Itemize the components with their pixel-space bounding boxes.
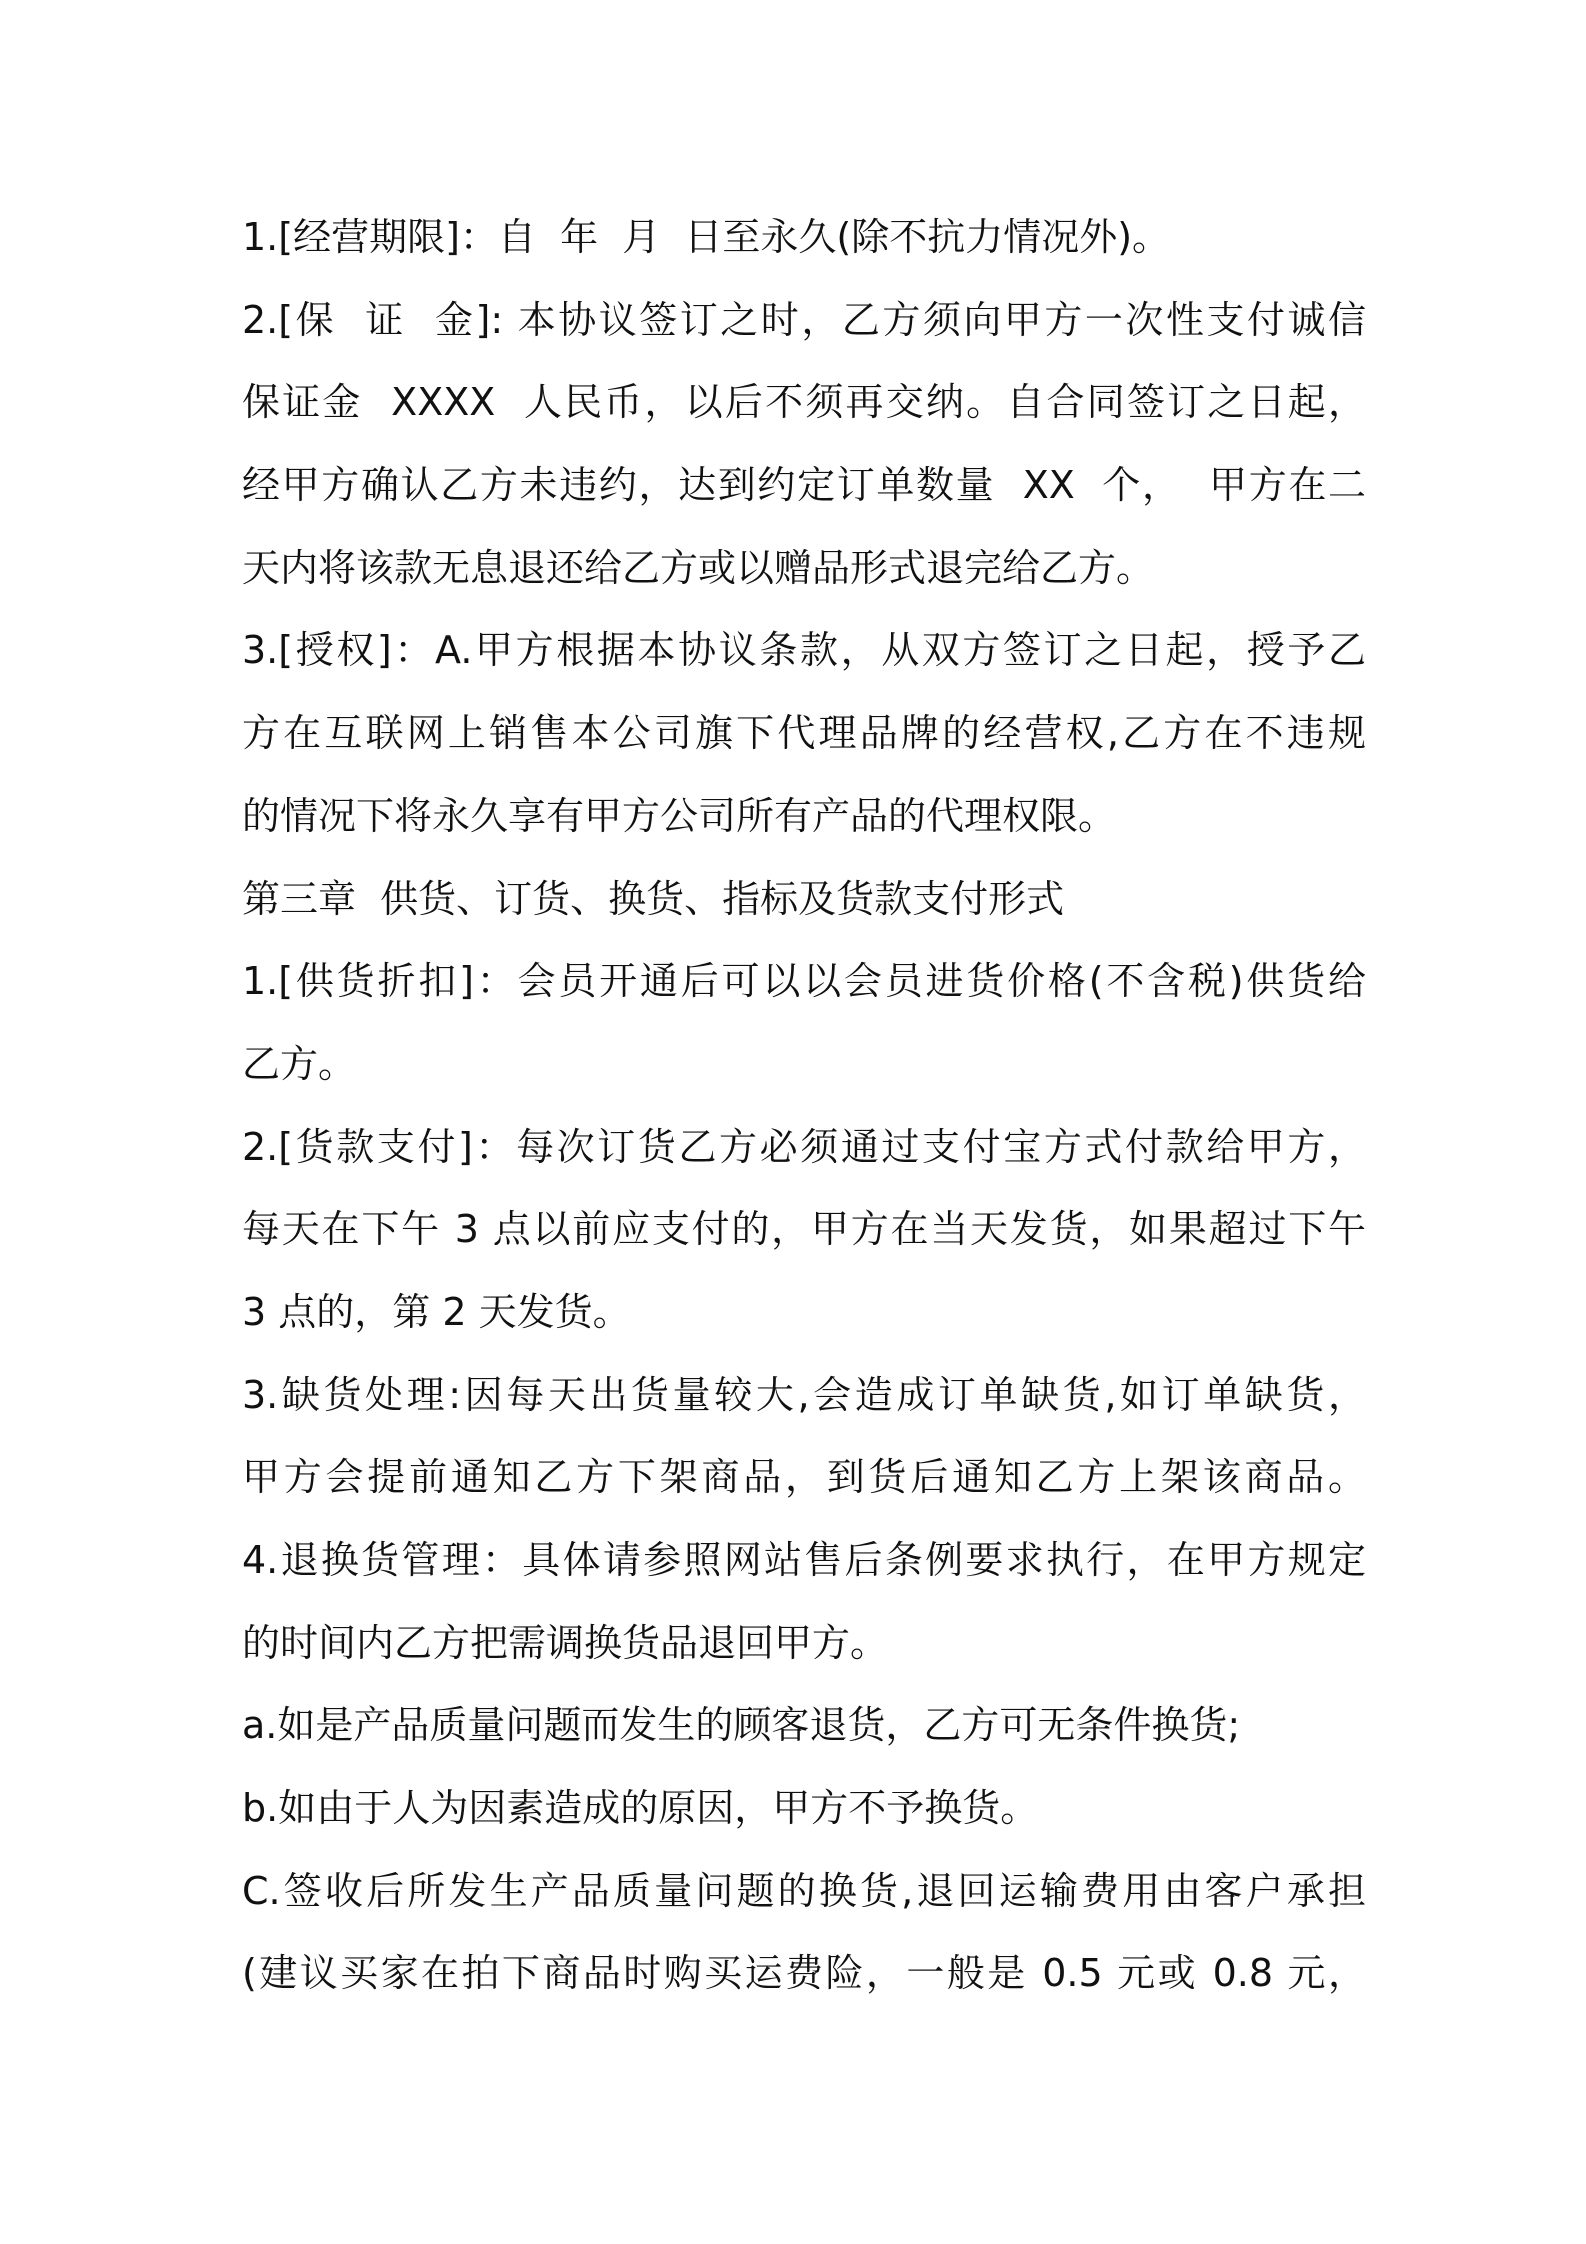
contract-text (242, 196, 1366, 2015)
text-line: 的时间内乙方把需调换货品退回甲方。 (242, 1620, 889, 1665)
text-line: (建议买家在拍下商品时购买运费险，一般是 0.5 元或 0.8 元， (242, 1951, 1366, 1996)
text-line: 3 点的，第 2 天发货。 (242, 1289, 631, 1334)
text-line: 1.[供货折扣]：会员开通后可以以会员进货价格(不含税)供货给 (242, 959, 1366, 1004)
text-line: 天内将该款无息退还给乙方或以赠品形式退完给乙方。 (242, 545, 1155, 590)
text-line: 方在互联网上销售本公司旗下代理品牌的经营权,乙方在不违规 (242, 711, 1366, 756)
text-line: 4.退换货管理：具体请参照网站售后条例要求执行，在甲方规定 (242, 1538, 1366, 1582)
text-line: 经甲方确认乙方未违约，达到约定订单数量 XX 个， 甲方在二 (242, 463, 1366, 508)
text-line: 3.缺货处理:因每天出货量较大,会造成订单缺货,如订单缺货， (242, 1372, 1366, 1417)
text-line: b.如由于人为因素造成的原因，甲方不予换货。 (242, 1786, 1039, 1831)
text-line: 的情况下将永久享有甲方公司所有产品的代理权限。 (242, 793, 1117, 838)
text-line: C.签收后所发生产品质量问题的换货,退回运输费用由客户承担 (242, 1868, 1366, 1913)
text-line: 甲方会提前通知乙方下架商品，到货后通知乙方上架该商品。 (242, 1455, 1366, 1500)
text-line: 2.[保 证 金]: 本协议签订之时，乙方须向甲方一次性支付诚信 (242, 297, 1366, 342)
chapter-heading: 第三章 供货、订货、换货、指标及货款支付形式 (242, 876, 1065, 921)
text-line: 保证金 XXXX 人民币，以后不须再交纳。自合同签订之日起， (242, 380, 1366, 425)
text-line: 乙方。 (242, 1041, 357, 1086)
text-line: a.如是产品质量问题而发生的顾客退货，乙方可无条件换货; (242, 1703, 1241, 1748)
text-line: 1.[经营期限]：自 年 月 日至永久(除不抗力情况外)。 (242, 215, 1171, 259)
text-line: 2.[货款支付]：每次订货乙方必须通过支付宝方式付款给甲方， (242, 1124, 1366, 1169)
text-line: 每天在下午 3 点以前应支付的，甲方在当天发货，如果超过下午 (242, 1207, 1366, 1252)
text-line: 3.[授权]：A.甲方根据本协议条款，从双方签订之日起，授予乙 (242, 628, 1366, 673)
